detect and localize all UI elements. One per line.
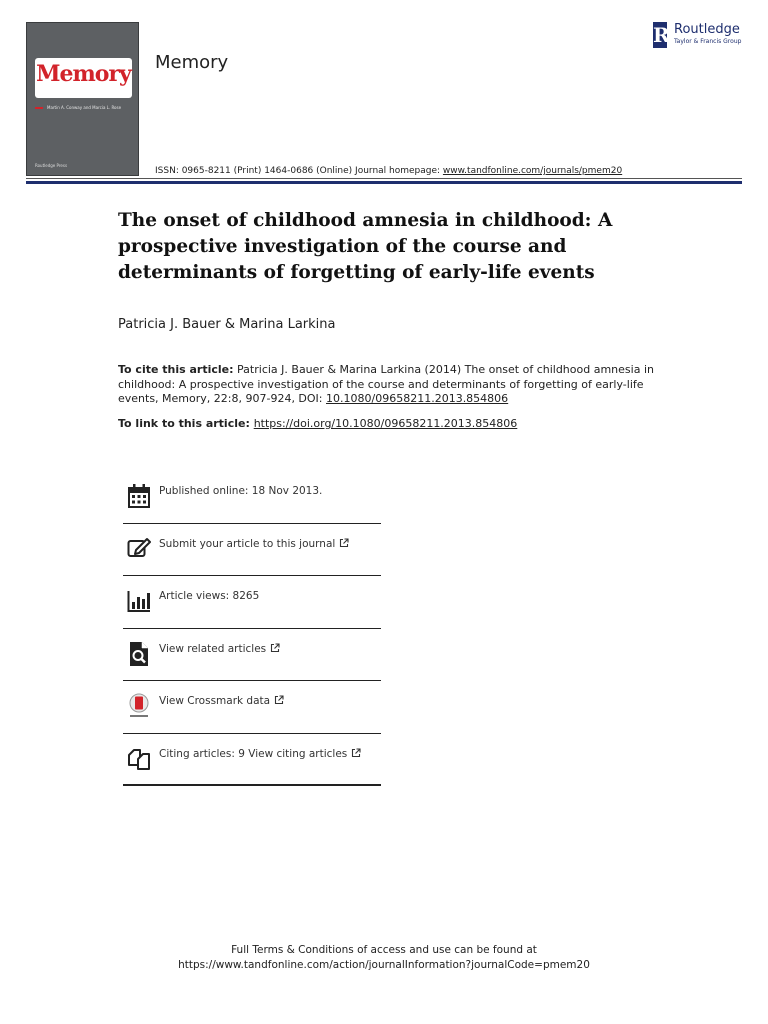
edit-icon (127, 536, 151, 562)
published-online-row (123, 471, 381, 524)
submit-article-text: Submit your article to this journal (159, 537, 336, 550)
external-link-icon (270, 643, 280, 653)
calendar-icon (127, 483, 151, 509)
header-divider-thin (26, 178, 742, 179)
crossmark-link[interactable] (159, 695, 284, 707)
citation (118, 363, 658, 407)
cover-editors: Martin A. Conway and Marcia L. Rose (47, 105, 122, 110)
issn-line (155, 166, 622, 176)
article-info-list (123, 471, 381, 786)
publisher-group: Taylor & Francis Group (674, 38, 742, 45)
article-title: The onset of childhood amnesia in childhood: A prospective investigation of the course and determinants of forgetting of early-life events (118, 210, 613, 283)
header-divider (26, 181, 742, 184)
article-url-link[interactable]: https://doi.org/10.1080/09658211.2013.854806 (253, 417, 518, 430)
journal-name: Memory (155, 52, 229, 73)
crossmark-icon (127, 693, 151, 719)
external-link-icon (351, 748, 361, 758)
article-link-line (118, 417, 517, 430)
bar-chart-icon (127, 588, 151, 614)
cite-label: To cite this article: (118, 363, 234, 376)
citing-articles-row[interactable] (123, 734, 381, 787)
cover-publisher: Routledge Press (35, 163, 68, 168)
cover-title: Memory (36, 61, 131, 87)
published-online-text: Published online: 18 Nov 2013. (159, 485, 323, 497)
external-link-icon (339, 538, 349, 548)
doi-link[interactable]: 10.1080/09658211.2013.854806 (326, 392, 509, 405)
link-label: To link to this article: (118, 417, 254, 430)
article-views-row (123, 576, 381, 629)
cite-text: Patricia J. Bauer & Marina Larkina (2014) The onset of childhood amnesia in childhood: A prospective investigation of the course and determinants of forgetting of early-life events, Memory, 22:8, 907-924, DOI: (118, 363, 654, 405)
search-document-icon (127, 641, 151, 667)
footer-terms-text: Full Terms & Conditions of access and use can be found at (231, 944, 537, 956)
citing-articles-link[interactable] (159, 748, 361, 760)
submit-article-row[interactable] (123, 524, 381, 577)
citing-articles-text: Citing articles: 9 View citing articles (159, 747, 348, 760)
related-articles-text: View related articles (159, 642, 267, 655)
issn-text: ISSN: 0965-8211 (Print) 1464-0686 (Online) Journal homepage: (155, 166, 443, 176)
journal-homepage-link[interactable]: www.tandfonline.com/journals/pmem20 (442, 166, 623, 176)
article-views-text: Article views: 8265 (159, 590, 260, 602)
article-authors: Patricia J. Bauer & Marina Larkina (118, 317, 336, 332)
external-link-icon (274, 695, 284, 705)
submit-article-link[interactable] (159, 538, 349, 550)
crossmark-row[interactable] (123, 681, 381, 734)
related-articles-link[interactable] (159, 643, 280, 655)
footer (0, 943, 768, 973)
cover-title-band (35, 58, 132, 98)
footer-terms-link[interactable]: https://www.tandfonline.com/action/journalInformation?journalCode=pmem20 (178, 959, 590, 971)
crossmark-text: View Crossmark data (159, 695, 271, 707)
journal-cover (26, 22, 139, 176)
related-articles-row[interactable] (123, 629, 381, 682)
routledge-logo-icon: R (653, 23, 670, 47)
cover-accent (35, 107, 43, 109)
publisher-name: Routledge (674, 22, 740, 37)
citing-articles-icon (127, 746, 151, 772)
